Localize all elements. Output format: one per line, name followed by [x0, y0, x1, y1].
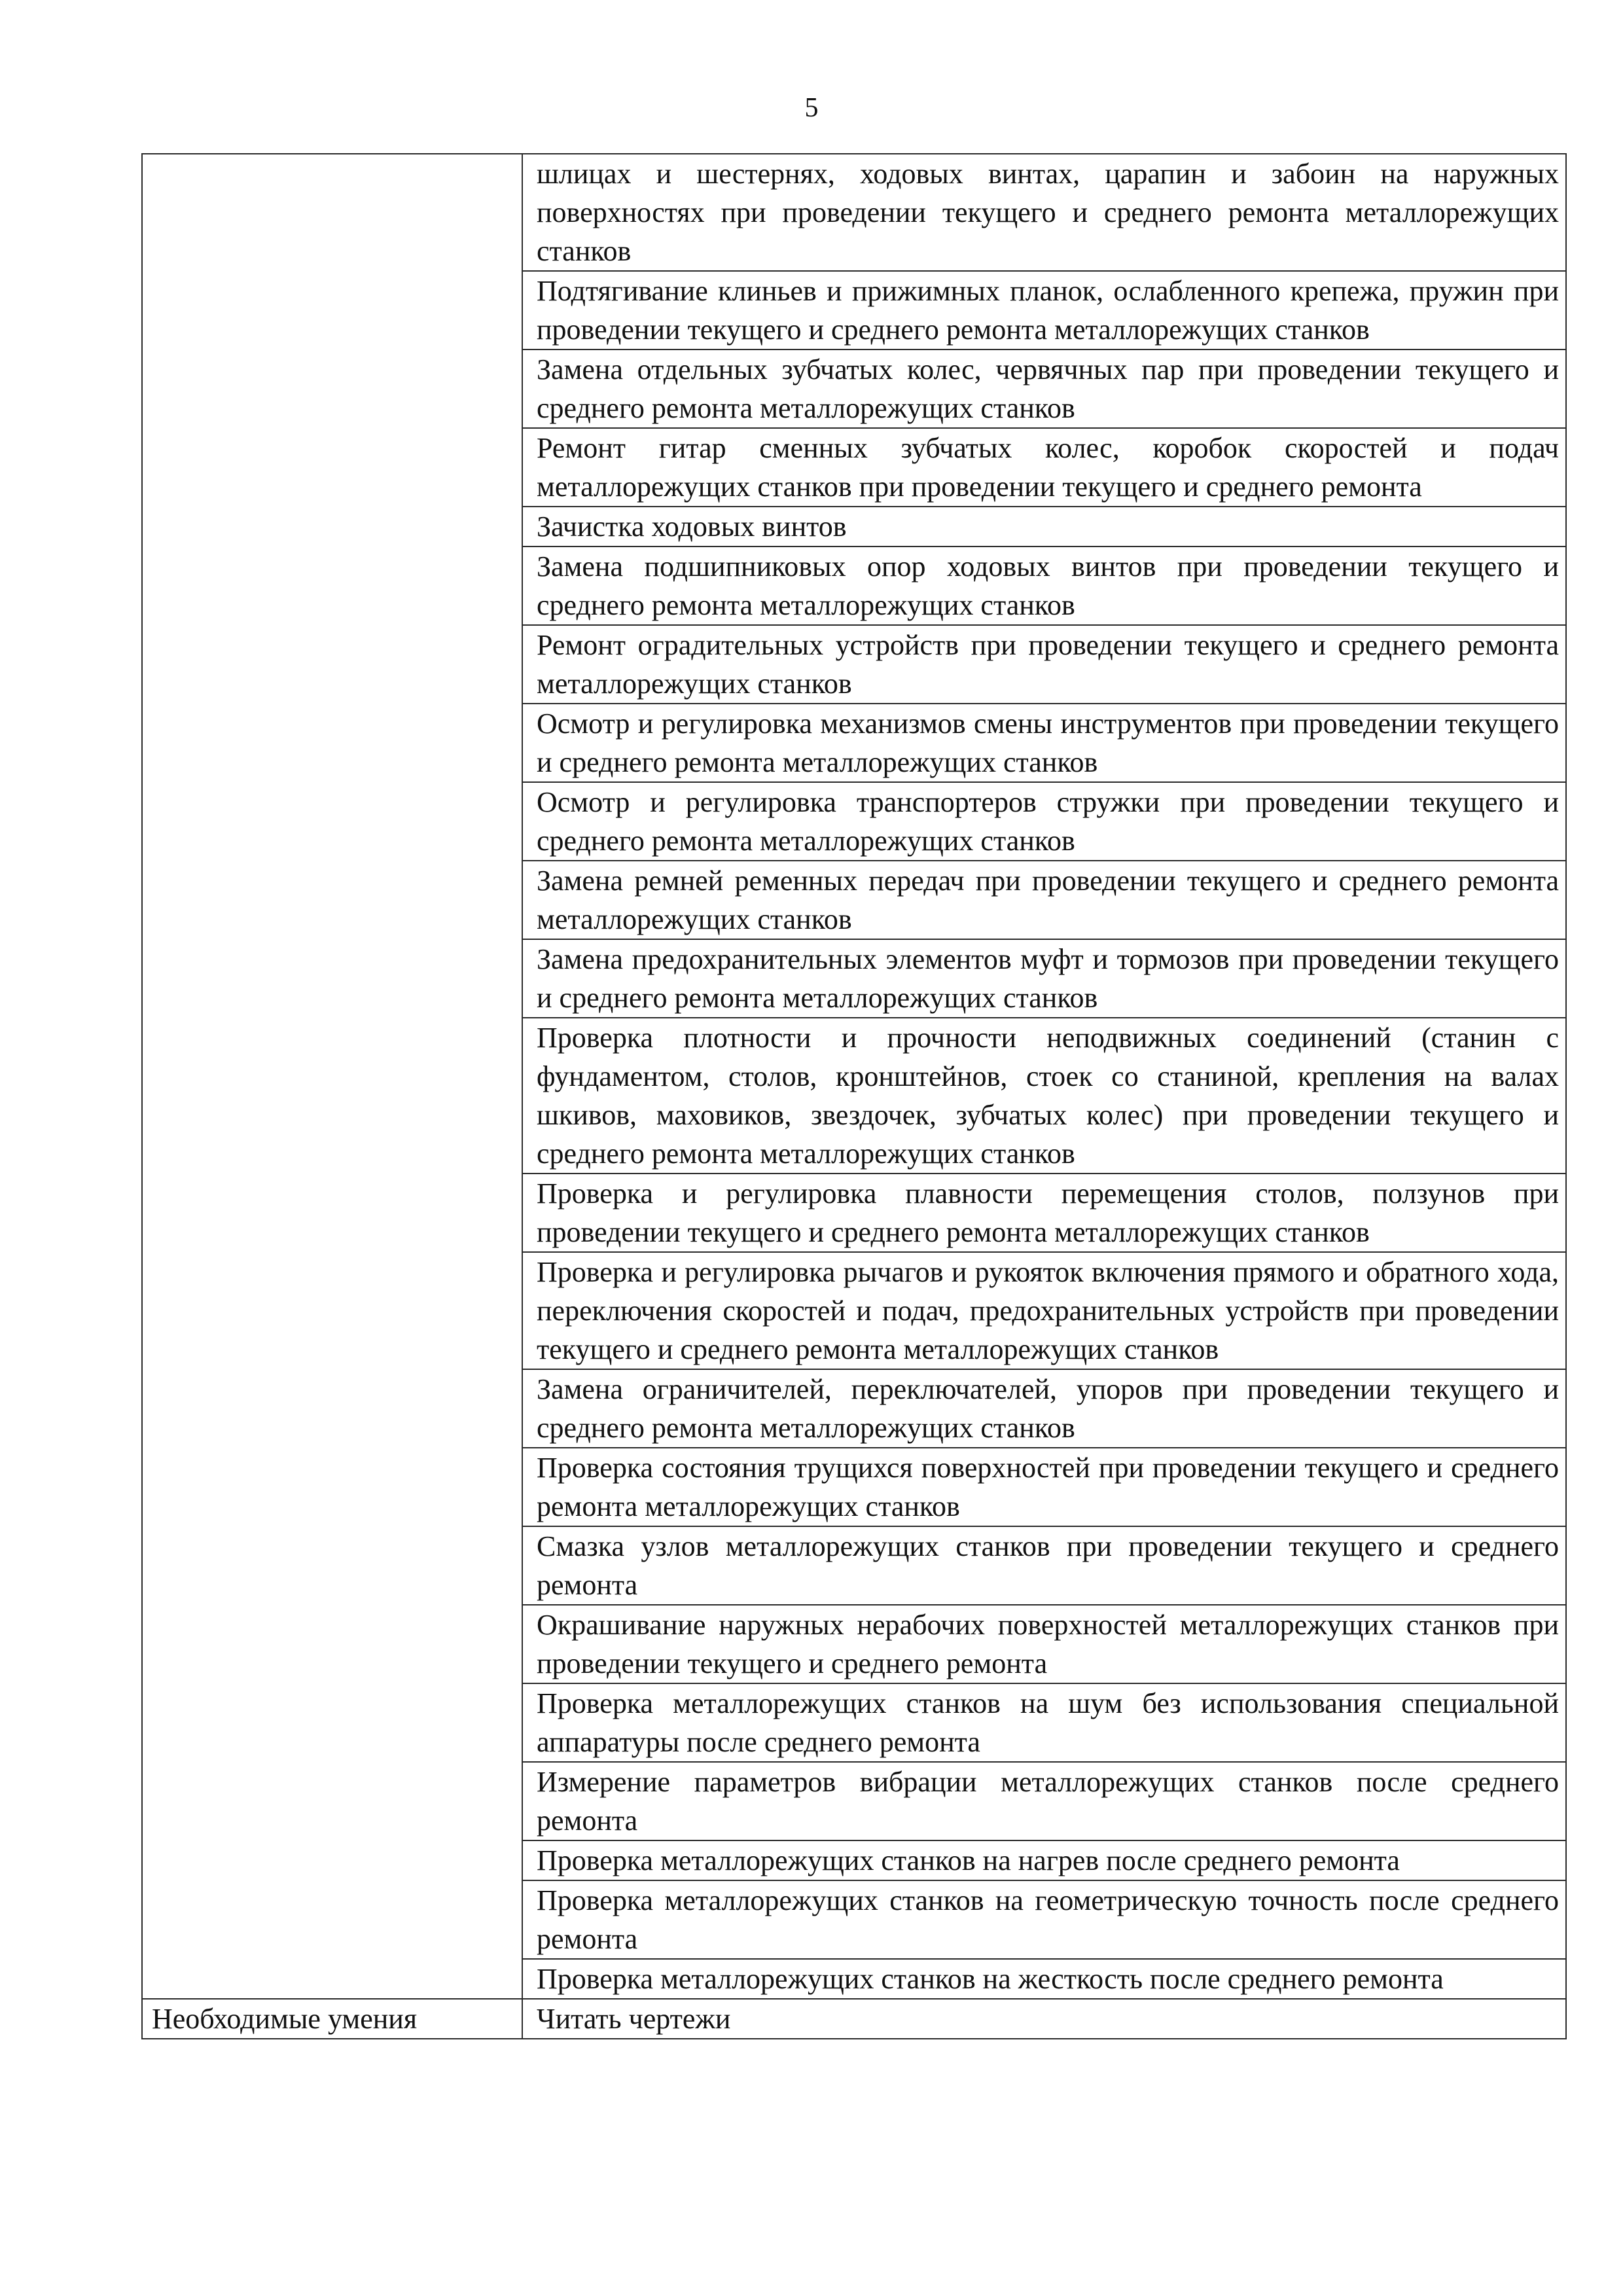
- table-cell-item: Проверка и регулировка плавности перемещения столов, ползунов при проведении текущего и среднего ремонта металлорежущих станков: [522, 1174, 1566, 1252]
- skills-label-cell: Необходимые умения: [142, 1999, 522, 2039]
- table-row-skills: [142, 1999, 1566, 2039]
- table-cell-item: Замена отдельных зубчатых колес, червячных пар при проведении текущего и среднего ремонта металлорежущих станков: [522, 350, 1566, 428]
- table-cell-item: Проверка состояния трущихся поверхностей при проведении текущего и среднего ремонта металлорежущих станков: [522, 1448, 1566, 1526]
- table-cell-item: Замена предохранительных элементов муфт и тормозов при проведении текущего и среднего ремонта металлорежущих станков: [522, 939, 1566, 1018]
- table-row: [142, 154, 1566, 271]
- page-number: 5: [804, 93, 819, 123]
- table-cell-item: Замена ограничителей, переключателей, упоров при проведении текущего и среднего ремонта металлорежущих станков: [522, 1369, 1566, 1448]
- table-cell-item: Ремонт гитар сменных зубчатых колес, коробок скоростей и подач металлорежущих станков при проведении текущего и среднего ремонта: [522, 428, 1566, 507]
- table-cell-item: Замена ремней ременных передач при проведении текущего и среднего ремонта металлорежущих станков: [522, 861, 1566, 939]
- table-cell-item: Проверка плотности и прочности неподвижных соединений (станин с фундаментом, столов, кронштейнов, стоек со станиной, крепления на валах шкивов, маховиков, звездочек, зубчатых колес) при проведении текущего и среднего ремонта металлорежущих станков: [522, 1018, 1566, 1174]
- table-cell-item: Проверка металлорежущих станков на жесткость после среднего ремонта: [522, 1959, 1566, 1999]
- table-cell-item: Проверка металлорежущих станков на геометрическую точность после среднего ремонта: [522, 1880, 1566, 1959]
- table-cell-item: Смазка узлов металлорежущих станков при проведении текущего и среднего ремонта: [522, 1526, 1566, 1605]
- table-cell-item: Проверка металлорежущих станков на нагрев после среднего ремонта: [522, 1840, 1566, 1880]
- table-cell-item: Замена подшипниковых опор ходовых винтов при проведении текущего и среднего ремонта металлорежущих станков: [522, 547, 1566, 625]
- table-cell-item: Ремонт оградительных устройств при проведении текущего и среднего ремонта металлорежущих станков: [522, 625, 1566, 704]
- table-cell-item: Измерение параметров вибрации металлорежущих станков после среднего ремонта: [522, 1762, 1566, 1840]
- table-cell-item: Проверка и регулировка рычагов и рукояток включения прямого и обратного хода, переключения скоростей и подач, предохранительных устройств при проведении текущего и среднего ремонта металлорежущих станков: [522, 1252, 1566, 1369]
- table-cell-item: Осмотр и регулировка механизмов смены инструментов при проведении текущего и среднего ремонта металлорежущих станков: [522, 704, 1566, 782]
- table-cell-item: шлицах и шестернях, ходовых винтах, царапин и забоин на наружных поверхностях при проведении текущего и среднего ремонта металлорежущих станков: [522, 154, 1566, 271]
- section-label-cell: [142, 154, 522, 1999]
- labor-functions-table: [141, 153, 1567, 2039]
- table-cell-item: Проверка металлорежущих станков на шум без использования специальной аппаратуры после среднего ремонта: [522, 1683, 1566, 1762]
- skills-item-cell: Читать чертежи: [522, 1999, 1566, 2039]
- table-cell-item: Окрашивание наружных нерабочих поверхностей металлорежущих станков при проведении текущего и среднего ремонта: [522, 1605, 1566, 1683]
- table-cell-item: Подтягивание клиньев и прижимных планок, ослабленного крепежа, пружин при проведении текущего и среднего ремонта металлорежущих станков: [522, 271, 1566, 350]
- table-cell-item: Осмотр и регулировка транспортеров стружки при проведении текущего и среднего ремонта металлорежущих станков: [522, 782, 1566, 861]
- table-cell-item: Зачистка ходовых винтов: [522, 507, 1566, 547]
